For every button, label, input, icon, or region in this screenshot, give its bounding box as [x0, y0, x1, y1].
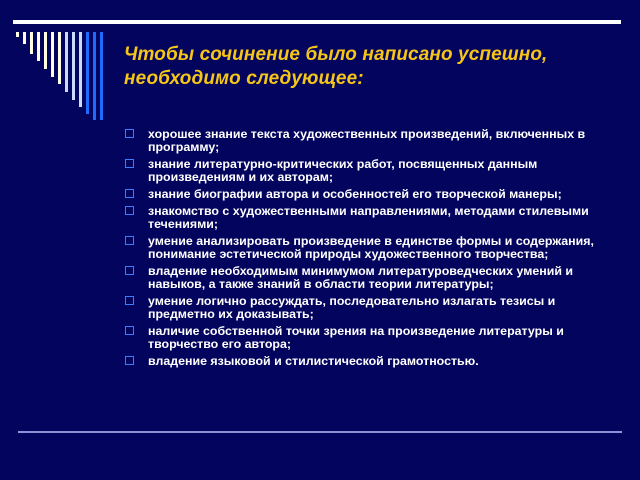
- decorative-bar: [65, 32, 68, 92]
- decorative-bar: [86, 32, 89, 114]
- title-line-2: необходимо следующее:: [124, 68, 364, 89]
- decorative-bar: [16, 32, 19, 37]
- square-bullet-icon: [125, 236, 134, 245]
- list-item: [124, 355, 614, 368]
- square-bullet-icon: [125, 356, 134, 365]
- square-bullet-icon: [125, 326, 134, 335]
- list-item: [124, 295, 614, 321]
- requirements-list: [124, 128, 614, 372]
- decorative-bar: [93, 32, 96, 120]
- list-item-text: хорошее знание текста художественных произведений, включенных в программу;: [148, 127, 586, 154]
- decorative-bar: [23, 32, 26, 44]
- list-item: [124, 128, 614, 154]
- list-item-text: владение языковой и стилистической грамотностью.: [148, 354, 479, 368]
- list-item-text: наличие собственной точки зрения на произведение литературы и творчество его автора;: [148, 324, 564, 351]
- list-item-text: умение анализировать произведение в единстве формы и содержания, понимание эстетической природы художественного творчества;: [148, 234, 594, 261]
- list-item: [124, 188, 614, 201]
- list-item: [124, 158, 614, 184]
- square-bullet-icon: [125, 189, 134, 198]
- slide-title: [124, 43, 624, 91]
- bottom-rule-divider: [18, 431, 622, 433]
- square-bullet-icon: [125, 296, 134, 305]
- list-item-text: знакомство с художественными направлениями, методами стилевыми течениями;: [148, 204, 589, 231]
- top-rule-divider: [13, 20, 621, 24]
- list-item: [124, 265, 614, 291]
- list-item-text: владение необходимым минимумом литературоведческих умений и навыков, а также знаний в области теории литературы;: [148, 264, 574, 291]
- decorative-bar: [58, 32, 61, 84]
- decorative-bar: [30, 32, 33, 54]
- decorative-bar: [79, 32, 82, 107]
- list-item-text: умение логично рассуждать, последовательно излагать тезисы и предметно их доказывать;: [148, 294, 556, 321]
- decorative-bar: [51, 32, 54, 77]
- decorative-bar: [37, 32, 40, 61]
- list-item-text: знание биографии автора и особенностей его творческой манеры;: [148, 187, 562, 201]
- decorative-bar: [100, 32, 103, 120]
- decorative-bar: [44, 32, 47, 69]
- square-bullet-icon: [125, 206, 134, 215]
- square-bullet-icon: [125, 159, 134, 168]
- decorative-bar: [72, 32, 75, 100]
- list-item: [124, 205, 614, 231]
- title-line-1: Чтобы сочинение было написано успешно,: [124, 44, 548, 65]
- square-bullet-icon: [125, 266, 134, 275]
- square-bullet-icon: [125, 129, 134, 138]
- list-item-text: знание литературно-критических работ, посвященных данным произведениям и их авторам;: [148, 157, 538, 184]
- list-item: [124, 235, 614, 261]
- list-item: [124, 325, 614, 351]
